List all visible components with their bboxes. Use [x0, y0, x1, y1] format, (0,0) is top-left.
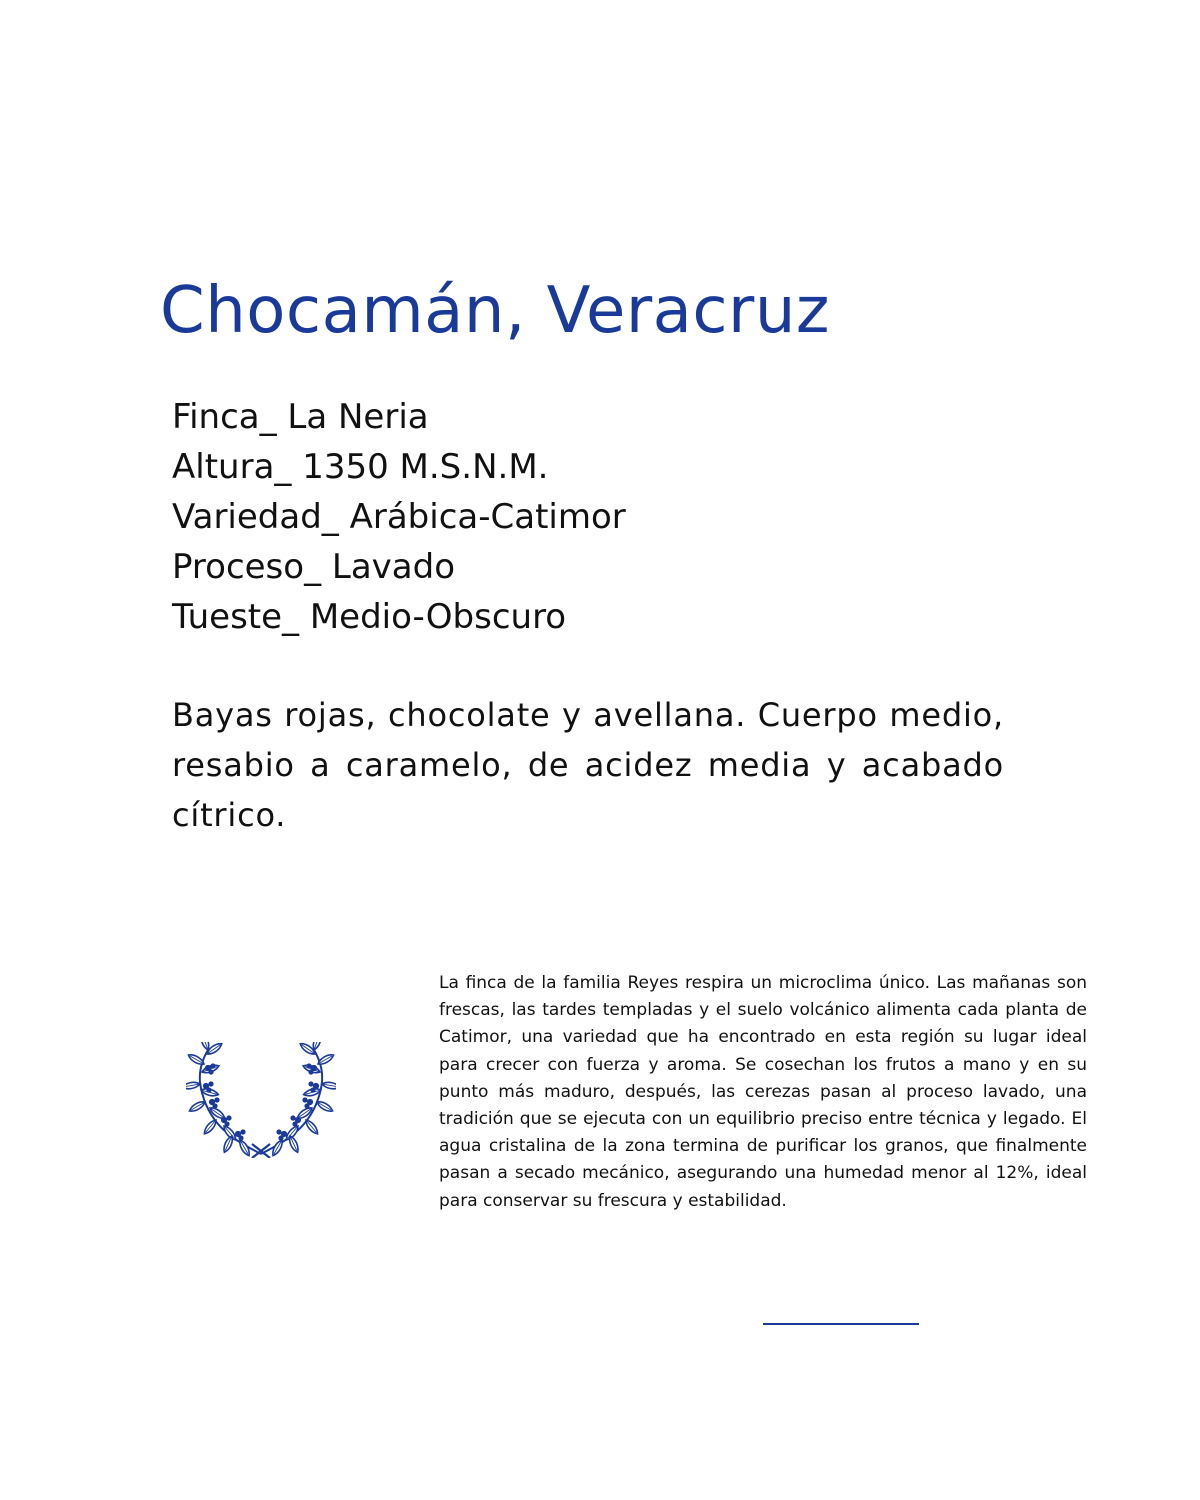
spec-finca: Finca_ La Neria [172, 397, 429, 437]
page-title: Chocamán, Veracruz [160, 274, 830, 348]
spec-proceso: Proceso_ Lavado [172, 547, 455, 587]
spec-variedad: Variedad_ Arábica-Catimor [172, 497, 626, 537]
tasting-notes: Bayas rojas, chocolate y avellana. Cuerpo medio, resabio a caramelo, de acidez media y acabado cítrico. [172, 696, 1004, 834]
farm-story-paragraph: La finca de la familia Reyes respira un microclima único. Las mañanas son frescas, las tardes templadas y el suelo volcánico alimenta cada planta de Catimor, una variedad que ha encontrado en esta región su lugar ideal para crecer con fuerza y aroma. Se cosechan los frutos a mano y en su punto más maduro, después, las cerezas pasan al proceso lavado, una tradición que se ejecuta con un equilibrio preciso entre técnica y legado. El agua cristalina de la zona termina de purificar los granos, que finalmente pasan a secado mecánico, asegurando una humedad menor al 12%, ideal para conservar su frescura y estabilidad. [439, 973, 1087, 1211]
spec-tueste: Tueste_ Medio-Obscuro [172, 597, 567, 637]
coffee-specs-list [172, 392, 626, 642]
decorative-underline [763, 1323, 919, 1325]
spec-altura: Altura_ 1350 M.S.N.M. [172, 447, 549, 487]
coffee-branch-wreath-icon [186, 1042, 336, 1158]
